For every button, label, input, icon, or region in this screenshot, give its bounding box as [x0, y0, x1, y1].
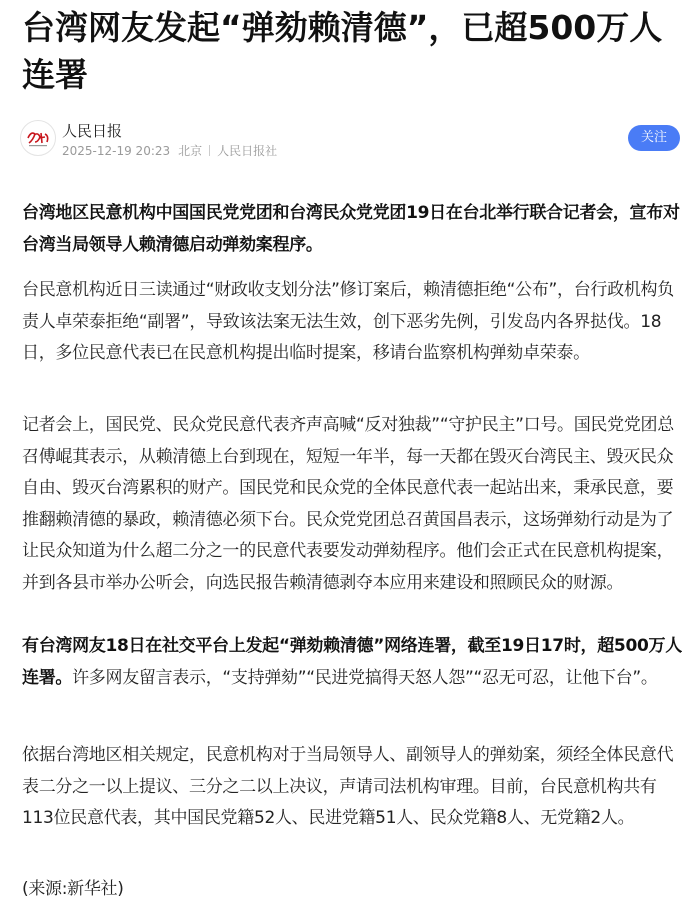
people-daily-logo-glyph — [23, 123, 53, 153]
paragraph-3: 记者会上，国民党、民众党民意代表齐声高喊“反对独裁”“守护民主”口号。国民党党团总召傅崐萁表示，从赖清德上台到现在，短短一年半，每一天都在毁灭台湾民主、毁灭民众自由、毁灭台湾累积的财产。国民党和民众党的全体民意代表一起站出来，秉承民意，要推翻赖清德的暴政，赖清德必须下台。民众党党团总召黄国昌表示，这场弹劾行动是为了让民众知道为什么超二分之一的民意代表要发动弹劾程序。他们会正式在民意机构提案，并到各县市举办公听会，向选民报告赖清德剥夺本应用来建设和照顾民众的财源。 — [22, 415, 674, 593]
paragraph-5: 依据台湾地区相关规定，民意机构对于当局领导人、副领导人的弹劾案，须经全体民意代表二分之一以上提议、三分之二以上决议，声请司法机构审理。目前，台民意机构共有113位民意代表，其中国民党籍52人、民进党籍51人、民众党籍8人、无党籍2人。 — [22, 745, 674, 828]
author-row — [20, 120, 680, 162]
publish-datetime: 2025-12-19 20:23 — [62, 144, 171, 158]
paragraph-2: 台民意机构近日三读通过“财政收支划分法”修订案后，赖清德拒绝“公布”，台行政机构负责人卓荣泰拒绝“副署”，导致该法案无法生效，创下恶劣先例，引发岛内各界挞伐。18日，多位民意代表已在民意机构提出临时提案，移请台监察机构弹劾卓荣泰。 — [22, 280, 674, 363]
paragraph-4 — [22, 631, 682, 694]
publish-location: 北京 — [178, 144, 203, 158]
article-meta — [62, 143, 277, 159]
paragraph-4-text: 许多网友留言表示，“支持弹劾”“民进党搞得天怒人怨”“忍无可忍，让他下台”。 — [72, 667, 658, 688]
paragraph-lead — [22, 198, 682, 261]
article-title: 台湾网友发起“弹劾赖清德”，已超500万人连署 — [22, 8, 663, 94]
source-note: (来源:新华社) — [22, 879, 124, 899]
meta-divider — [209, 145, 210, 156]
author-name[interactable]: 人民日报 — [62, 122, 123, 140]
publish-source: 人民日报社 — [217, 144, 278, 158]
follow-button[interactable]: 关注 — [628, 125, 680, 151]
lead-text: 台湾地区民意机构中国国民党党团和台湾民众党党团19日在台北举行联合记者会，宣布对台湾当局领导人赖清德启动弹劾案程序。 — [22, 203, 680, 255]
people-daily-logo-icon[interactable] — [20, 120, 56, 156]
paragraph-4-bold: 有台湾网友18日在社交平台上发起“弹劾赖清德”网络连署，截至19日17时，超500万人连署。 — [22, 636, 682, 688]
